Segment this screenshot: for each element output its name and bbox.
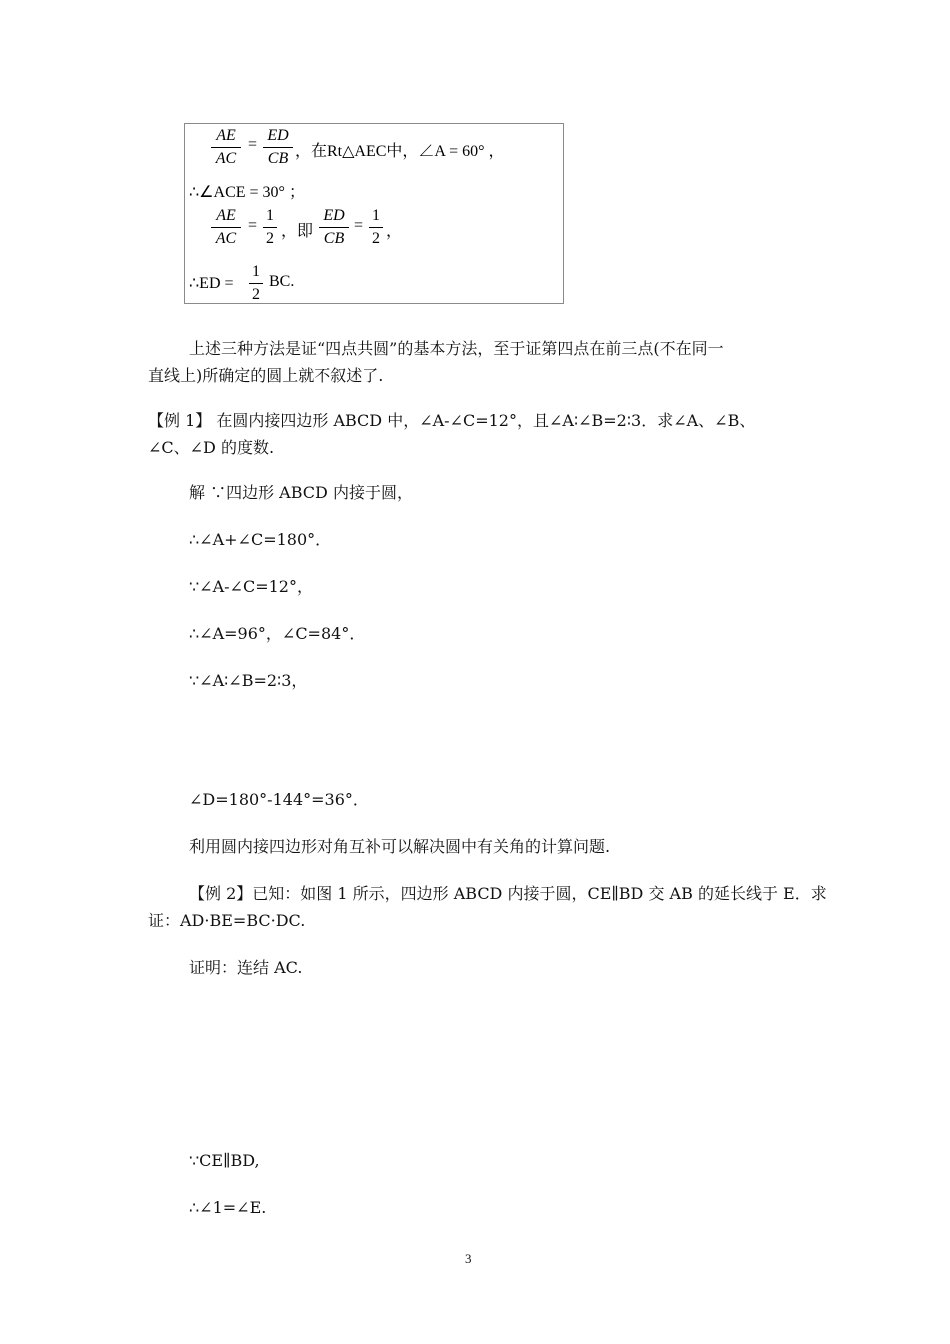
fraction-ae-ac bbox=[211, 126, 241, 169]
numerator: AE bbox=[216, 127, 236, 144]
numerator: 1 bbox=[252, 263, 260, 280]
fraction-one-half bbox=[263, 206, 277, 249]
formula-ji-text: ，即 bbox=[281, 223, 314, 240]
fraction-one-half-3 bbox=[249, 262, 263, 305]
numerator: AE bbox=[216, 207, 236, 224]
example-1-line-2: ∠C、∠D 的度数. bbox=[148, 438, 275, 457]
fraction-ed-cb-2 bbox=[319, 206, 349, 249]
formula-line-4-suffix: BC. bbox=[269, 273, 295, 290]
formula-line-1-text: ，在Rt△AEC中，∠A = 60° ， bbox=[295, 143, 505, 160]
paragraph-methods-line-2: 直线上)所确定的圆上就不叙述了. bbox=[148, 366, 384, 385]
numerator: ED bbox=[323, 207, 345, 224]
denominator: 2 bbox=[372, 230, 380, 247]
formula-image bbox=[184, 123, 564, 304]
paragraph-methods-line-1: 上述三种方法是证“四点共圆”的基本方法，至于证第四点在前三点(不在同一 bbox=[189, 339, 724, 358]
solution-step-6: ∠D=180°-144°=36°． bbox=[189, 790, 369, 809]
example-2-line-1: 【例 2】已知：如图 1 所示，四边形 ABCD 内接于圆，CE∥BD 交 AB 的延长线于 E．求 bbox=[189, 884, 827, 903]
solution-step-3: ∵∠A-∠C=12°， bbox=[189, 577, 313, 596]
formula-line-2: ∴∠ACE = 30° ； bbox=[189, 184, 305, 201]
solution-step-2: ∴∠A+∠C=180°． bbox=[189, 530, 332, 549]
proof-step-2: ∵CE∥BD, bbox=[189, 1151, 260, 1170]
proof-step-3: ∴∠1=∠E. bbox=[189, 1198, 267, 1217]
fraction-one-half-2 bbox=[369, 206, 383, 249]
equals-sign: = bbox=[248, 136, 258, 153]
proof-step-1: 证明：连结 AC. bbox=[189, 958, 303, 977]
numerator: 1 bbox=[372, 207, 380, 224]
numerator: 1 bbox=[266, 207, 274, 224]
denominator: CB bbox=[323, 230, 345, 247]
paragraph-conclusion: 利用圆内接四边形对角互补可以解决圆中有关角的计算问题. bbox=[189, 837, 611, 856]
formula-comma: ， bbox=[386, 223, 403, 240]
equals-sign: = bbox=[248, 217, 258, 234]
denominator: AC bbox=[215, 230, 237, 247]
denominator: 2 bbox=[252, 286, 260, 303]
denominator: AC bbox=[215, 150, 237, 167]
example-2-line-2: 证：AD·BE=BC·DC. bbox=[148, 911, 306, 930]
numerator: ED bbox=[267, 127, 289, 144]
formula-line-4-prefix: ∴ED = bbox=[189, 275, 234, 292]
denominator: CB bbox=[267, 150, 289, 167]
page-number: 3 bbox=[465, 1251, 472, 1266]
fraction-ae-ac-2 bbox=[211, 206, 241, 249]
solution-step-4: ∴∠A=96°，∠C=84°． bbox=[189, 624, 366, 643]
equals-sign: = bbox=[354, 217, 364, 234]
example-1-line-1: 【例 1】 在圆内接四边形 ABCD 中，∠A-∠C=12°，且∠A∶∠B=2∶3．求∠A、∠B、 bbox=[148, 411, 756, 430]
denominator: 2 bbox=[266, 230, 274, 247]
fraction-ed-cb bbox=[263, 126, 293, 169]
solution-step-1: 解 ∵四边形 ABCD 内接于圆， bbox=[189, 483, 413, 502]
solution-step-5: ∵∠A∶∠B=2∶3， bbox=[189, 671, 308, 690]
